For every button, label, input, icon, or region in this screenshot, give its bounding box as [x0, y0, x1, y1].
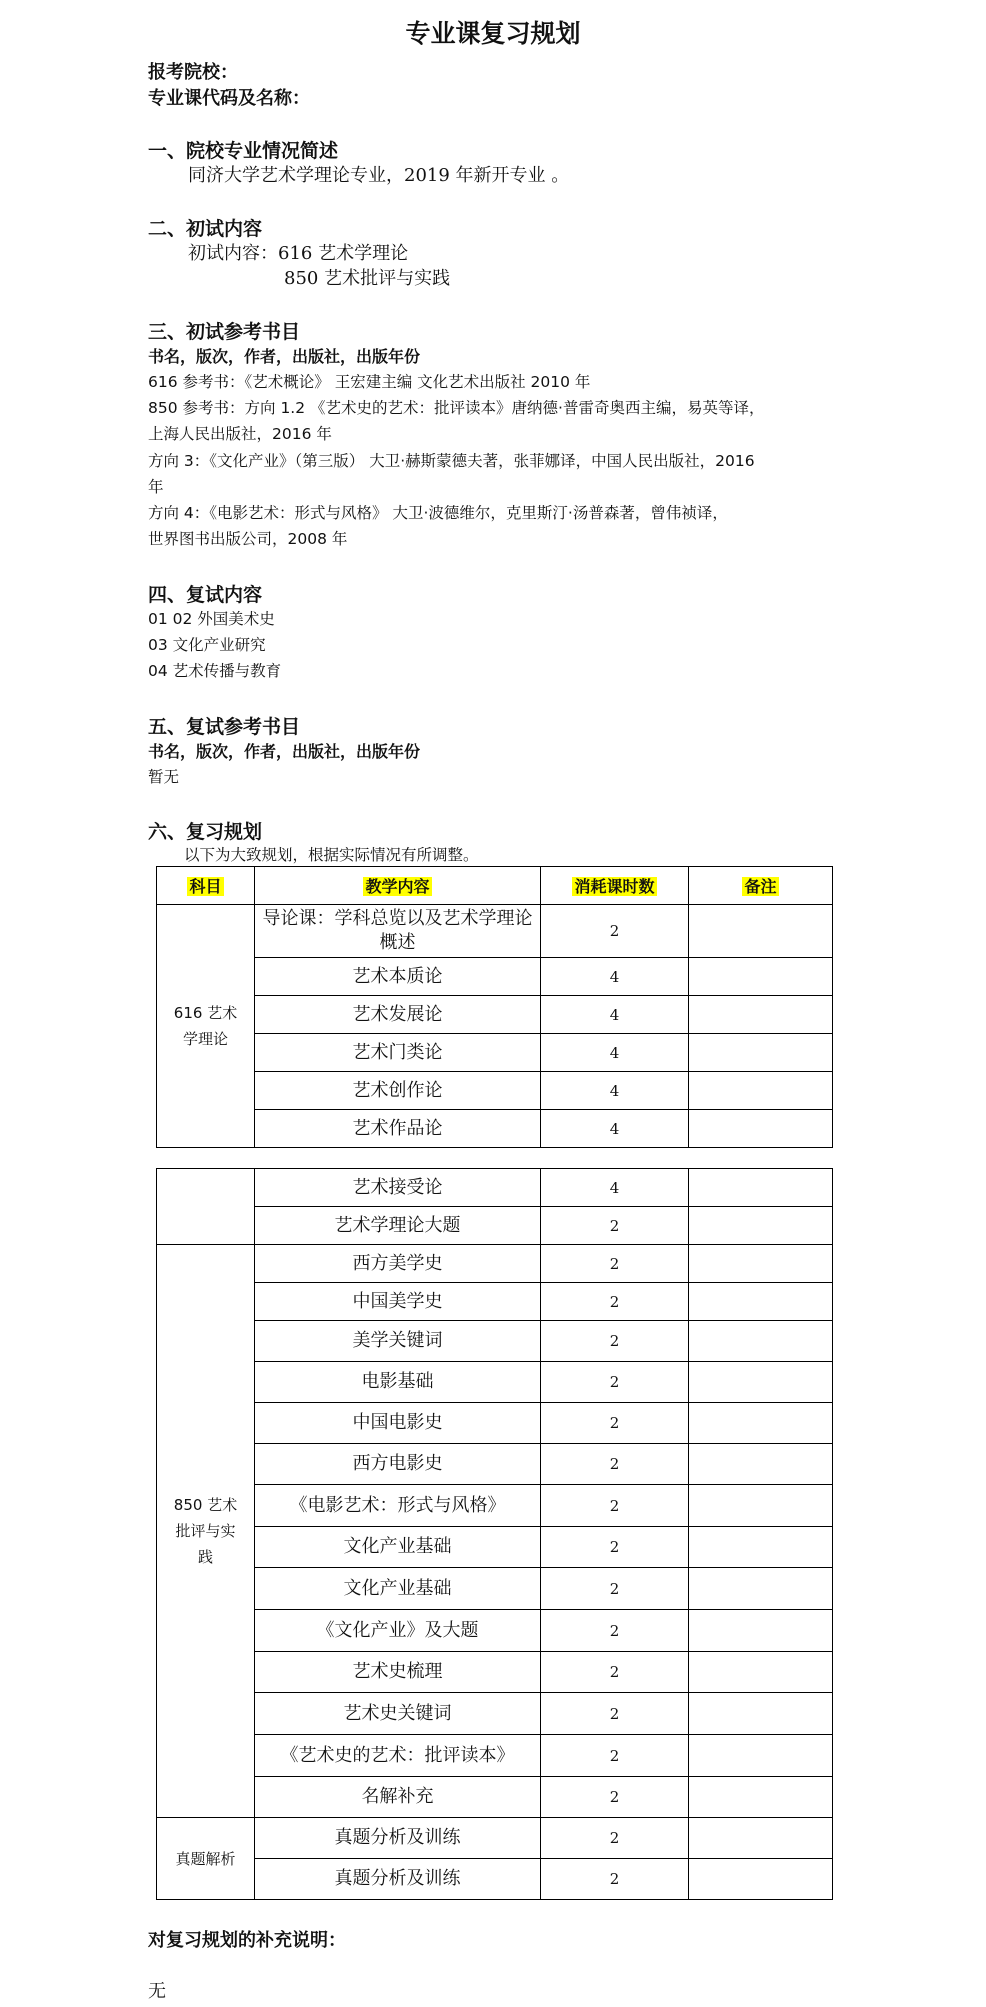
col-header-content: 教学内容 — [255, 867, 541, 905]
remarks-cell — [689, 1169, 833, 1207]
subject-cell: 616 艺术学理论 — [157, 905, 255, 1148]
content-cell: 电影基础 — [255, 1362, 541, 1403]
section4-heading: 四、复试内容 — [148, 584, 263, 606]
hours-cell: 2 — [541, 1485, 689, 1527]
section5-text: 暂无 — [148, 768, 180, 786]
table-row — [157, 1362, 833, 1403]
col-header-subject: 科目 — [157, 867, 255, 905]
hours-cell: 2 — [541, 1444, 689, 1485]
table-row — [157, 1034, 833, 1072]
hours-cell: 4 — [541, 958, 689, 996]
hours-cell: 2 — [541, 1321, 689, 1362]
col-header-hours: 消耗课时数 — [541, 867, 689, 905]
remarks-cell — [689, 1283, 833, 1321]
table-row — [157, 1283, 833, 1321]
plan-table-1 — [156, 866, 833, 1148]
hours-cell: 2 — [541, 1777, 689, 1818]
supplement-heading: 对复习规划的补充说明： — [148, 1930, 346, 1951]
content-cell: 名解补充 — [255, 1777, 541, 1818]
hours-cell: 4 — [541, 1034, 689, 1072]
table-row — [157, 1652, 833, 1693]
ref-line: 方向 3：《文化产业》（第三版） 大卫·赫斯蒙德夫著，张菲娜译，中国人民出版社，2016 — [148, 452, 755, 470]
remarks-cell — [689, 1652, 833, 1693]
remarks-cell — [689, 1859, 833, 1900]
table-header-row — [157, 867, 833, 905]
hours-cell: 2 — [541, 1207, 689, 1245]
hours-cell: 4 — [541, 1110, 689, 1148]
remarks-cell — [689, 1735, 833, 1777]
table-row — [157, 1735, 833, 1777]
table-row — [157, 1403, 833, 1444]
course-code-label: 专业课代码及名称： — [148, 88, 310, 109]
table-row — [157, 1777, 833, 1818]
remarks-cell — [689, 1818, 833, 1859]
hours-cell: 2 — [541, 1362, 689, 1403]
table-row — [157, 1169, 833, 1207]
content-cell: 艺术创作论 — [255, 1072, 541, 1110]
section1-text: 同济大学艺术学理论专业，2019 年新开专业 。 — [188, 165, 570, 186]
content-cell: 文化产业基础 — [255, 1568, 541, 1610]
hours-cell: 2 — [541, 1610, 689, 1652]
hours-cell: 2 — [541, 1568, 689, 1610]
hours-cell: 4 — [541, 1169, 689, 1207]
section6-heading: 六、复习规划 — [148, 821, 263, 843]
table-row — [157, 996, 833, 1034]
table-row — [157, 958, 833, 996]
remarks-cell — [689, 996, 833, 1034]
content-cell: 《文化产业》及大题 — [255, 1610, 541, 1652]
ref-line: 年 — [148, 478, 164, 496]
hours-cell: 2 — [541, 905, 689, 958]
hours-cell: 2 — [541, 1403, 689, 1444]
remarks-cell — [689, 1362, 833, 1403]
remarks-cell — [689, 905, 833, 958]
remarks-cell — [689, 1485, 833, 1527]
col-header-remarks: 备注 — [689, 867, 833, 905]
plan-table-2 — [156, 1168, 833, 1900]
section1-heading: 一、院校专业情况简述 — [148, 140, 339, 162]
subject-cell: 真题解析 — [157, 1818, 255, 1900]
content-cell: 西方美学史 — [255, 1245, 541, 1283]
section5-heading: 五、复试参考书目 — [148, 716, 301, 738]
table-row — [157, 1072, 833, 1110]
table-row — [157, 1859, 833, 1900]
content-cell: 中国电影史 — [255, 1403, 541, 1444]
table-row — [157, 1610, 833, 1652]
remarks-cell — [689, 1207, 833, 1245]
ref-line: 世界图书出版公司，2008 年 — [148, 530, 348, 548]
table-row — [157, 1818, 833, 1859]
table-row — [157, 1444, 833, 1485]
hours-cell: 2 — [541, 1283, 689, 1321]
content-cell: 艺术发展论 — [255, 996, 541, 1034]
ref-line: 上海人民出版社，2016 年 — [148, 425, 332, 443]
remarks-cell — [689, 1444, 833, 1485]
remarks-cell — [689, 1777, 833, 1818]
hours-cell: 2 — [541, 1818, 689, 1859]
content-cell: 艺术史梳理 — [255, 1652, 541, 1693]
hours-cell: 2 — [541, 1693, 689, 1735]
remarks-cell — [689, 1568, 833, 1610]
hours-cell: 2 — [541, 1527, 689, 1568]
table-row — [157, 905, 833, 958]
section3-subheading: 书名，版次，作者，出版社，出版年份 — [148, 347, 421, 366]
content-cell: 艺术门类论 — [255, 1034, 541, 1072]
content-cell: 艺术接受论 — [255, 1169, 541, 1207]
remarks-cell — [689, 1034, 833, 1072]
hours-cell: 2 — [541, 1245, 689, 1283]
table-row — [157, 1485, 833, 1527]
content-cell: 艺术作品论 — [255, 1110, 541, 1148]
table-row — [157, 1568, 833, 1610]
section2-heading: 二、初试内容 — [148, 218, 263, 240]
hours-cell: 4 — [541, 996, 689, 1034]
hours-cell: 2 — [541, 1735, 689, 1777]
table-row — [157, 1207, 833, 1245]
subject-cell: 850 艺术批评与实践 — [157, 1245, 255, 1818]
table-row — [157, 1245, 833, 1283]
table-row — [157, 1693, 833, 1735]
content-cell: 艺术学理论大题 — [255, 1207, 541, 1245]
school-label: 报考院校： — [148, 62, 238, 83]
retest-item: 01 02 外国美术史 — [148, 610, 275, 628]
content-cell: 艺术史关键词 — [255, 1693, 541, 1735]
content-cell: 西方电影史 — [255, 1444, 541, 1485]
remarks-cell — [689, 1110, 833, 1148]
remarks-cell — [689, 1321, 833, 1362]
section2-line2: 850 艺术批评与实践 — [284, 268, 451, 289]
remarks-cell — [689, 1527, 833, 1568]
ref-line: 616 参考书：《艺术概论》 王宏建主编 文化艺术出版社 2010 年 — [148, 373, 591, 391]
remarks-cell — [689, 1245, 833, 1283]
table-row — [157, 1110, 833, 1148]
table-row — [157, 1321, 833, 1362]
ref-line: 方向 4：《电影艺术：形式与风格》 大卫·波德维尔，克里斯汀·汤普森著，曾伟祯译， — [148, 504, 728, 522]
section5-subheading: 书名，版次，作者，出版社，出版年份 — [148, 742, 421, 761]
page-title: 专业课复习规划 — [405, 19, 581, 48]
table-row — [157, 1527, 833, 1568]
subject-cell-empty — [157, 1169, 255, 1245]
content-cell: 《电影艺术：形式与风格》 — [255, 1485, 541, 1527]
remarks-cell — [689, 1610, 833, 1652]
content-cell: 美学关键词 — [255, 1321, 541, 1362]
content-cell: 《艺术史的艺术：批评读本》 — [255, 1735, 541, 1777]
hours-cell: 2 — [541, 1859, 689, 1900]
content-cell: 导论课：学科总览以及艺术学理论概述 — [255, 905, 541, 958]
section2-line1: 初试内容：616 艺术学理论 — [188, 243, 409, 264]
retest-item: 04 艺术传播与教育 — [148, 662, 282, 680]
content-cell: 真题分析及训练 — [255, 1859, 541, 1900]
supplement-text: 无 — [148, 1981, 166, 2002]
remarks-cell — [689, 1403, 833, 1444]
hours-cell: 4 — [541, 1072, 689, 1110]
ref-line: 850 参考书：方向 1.2 《艺术史的艺术：批评读本》唐纳德·普雷奇奥西主编，易英等译， — [148, 399, 765, 417]
content-cell: 中国美学史 — [255, 1283, 541, 1321]
hours-cell: 2 — [541, 1652, 689, 1693]
content-cell: 艺术本质论 — [255, 958, 541, 996]
content-cell: 真题分析及训练 — [255, 1818, 541, 1859]
retest-item: 03 文化产业研究 — [148, 636, 266, 654]
section6-note: 以下为大致规划，根据实际情况有所调整。 — [184, 846, 479, 864]
remarks-cell — [689, 958, 833, 996]
content-cell: 文化产业基础 — [255, 1527, 541, 1568]
remarks-cell — [689, 1072, 833, 1110]
remarks-cell — [689, 1693, 833, 1735]
section3-heading: 三、初试参考书目 — [148, 321, 301, 343]
